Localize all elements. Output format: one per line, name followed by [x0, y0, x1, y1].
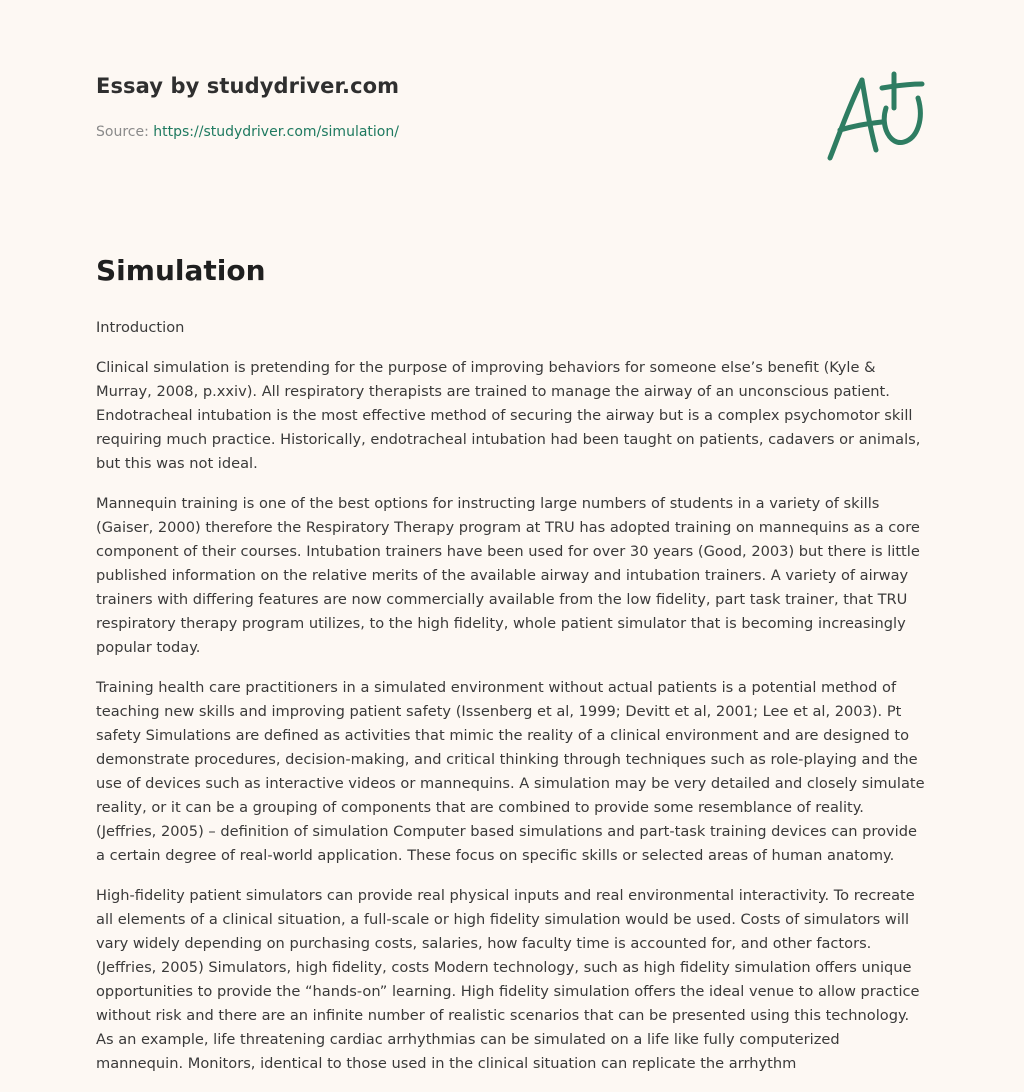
- essay-body: [96, 316, 928, 1092]
- source-label: Source:: [96, 124, 149, 140]
- paragraph: Mannequin training is one of the best options for instructing large numbers of students in a variety of skills (Gaiser, 2000) therefore the Respiratory Therapy program at TRU has adopted training on mannequins as a core component of their courses. Intubation trainers have been used for over 30 years (Good, 2003) but there is little published information on the relative merits of the available airway and intubation trainers. A variety of airway trainers with differing features are now commercially available from the low fidelity, part task trainer, that TRU respiratory therapy program utilizes, to the high fidelity, whole patient simulator that is becoming increasingly popular today.: [96, 495, 920, 656]
- paragraph-introduction: Introduction: [96, 319, 185, 336]
- site-title: Essay by studydriver.com: [96, 74, 400, 98]
- source-line: [96, 124, 399, 140]
- source-link[interactable]: https://studydriver.com/simulation/: [153, 124, 399, 140]
- paragraph: Clinical simulation is pretending for the purpose of improving behaviors for someone else’s benefit (Kyle & Murray, 2008, p.xxiv). All respiratory therapists are trained to manage the airway of an unconscious patient. Endotracheal intubation is the most effective method of securing the airway but is a complex psychomotor skill requiring much practice. Historically, endotracheal intubation had been taught on patients, cadavers or animals, but this was not ideal.: [96, 359, 921, 472]
- paragraph: High-fidelity patient simulators can provide real physical inputs and real environmental interactivity. To recreate all elements of a clinical situation, a full-scale or high fidelity simulation would be used. Costs of simulators will vary widely depending on purchasing costs, salaries, how faculty time is accounted for, and other factors. (Jeffries, 2005) Simulators, high fidelity, costs Modern technology, such as high fidelity simulation offers unique opportunities to provide the “hands-on” learning. High fidelity simulation offers the ideal venue to allow practice without risk and there are an infinite number of realistic scenarios that can be presented using this technology. As an example, life threatening cardiac arrhythmias can be simulated on a life like fully computerized mannequin. Monitors, identical to those used in the clinical situation can replicate the arrhythm: [96, 887, 920, 1072]
- a-plus-icon: [824, 68, 928, 164]
- page-title: Simulation: [96, 254, 266, 287]
- paragraph: Training health care practitioners in a simulated environment without actual patients is a potential method of teaching new skills and improving patient safety (Issenberg et al, 1999; Devitt et al, 2001; Lee et al, 2003). Pt safety Simulations are defined as activities that mimic the reality of a clinical environment and are designed to demonstrate procedures, decision-making, and critical thinking through techniques such as role-playing and the use of devices such as interactive videos or mannequins. A simulation may be very detailed and closely simulate reality, or it can be a grouping of components that are combined to provide some resemblance of reality. (Jeffries, 2005) – definition of simulation Computer based simulations and part-task training devices can provide a certain degree of real-world application. These focus on specific skills or selected areas of human anatomy.: [96, 679, 925, 864]
